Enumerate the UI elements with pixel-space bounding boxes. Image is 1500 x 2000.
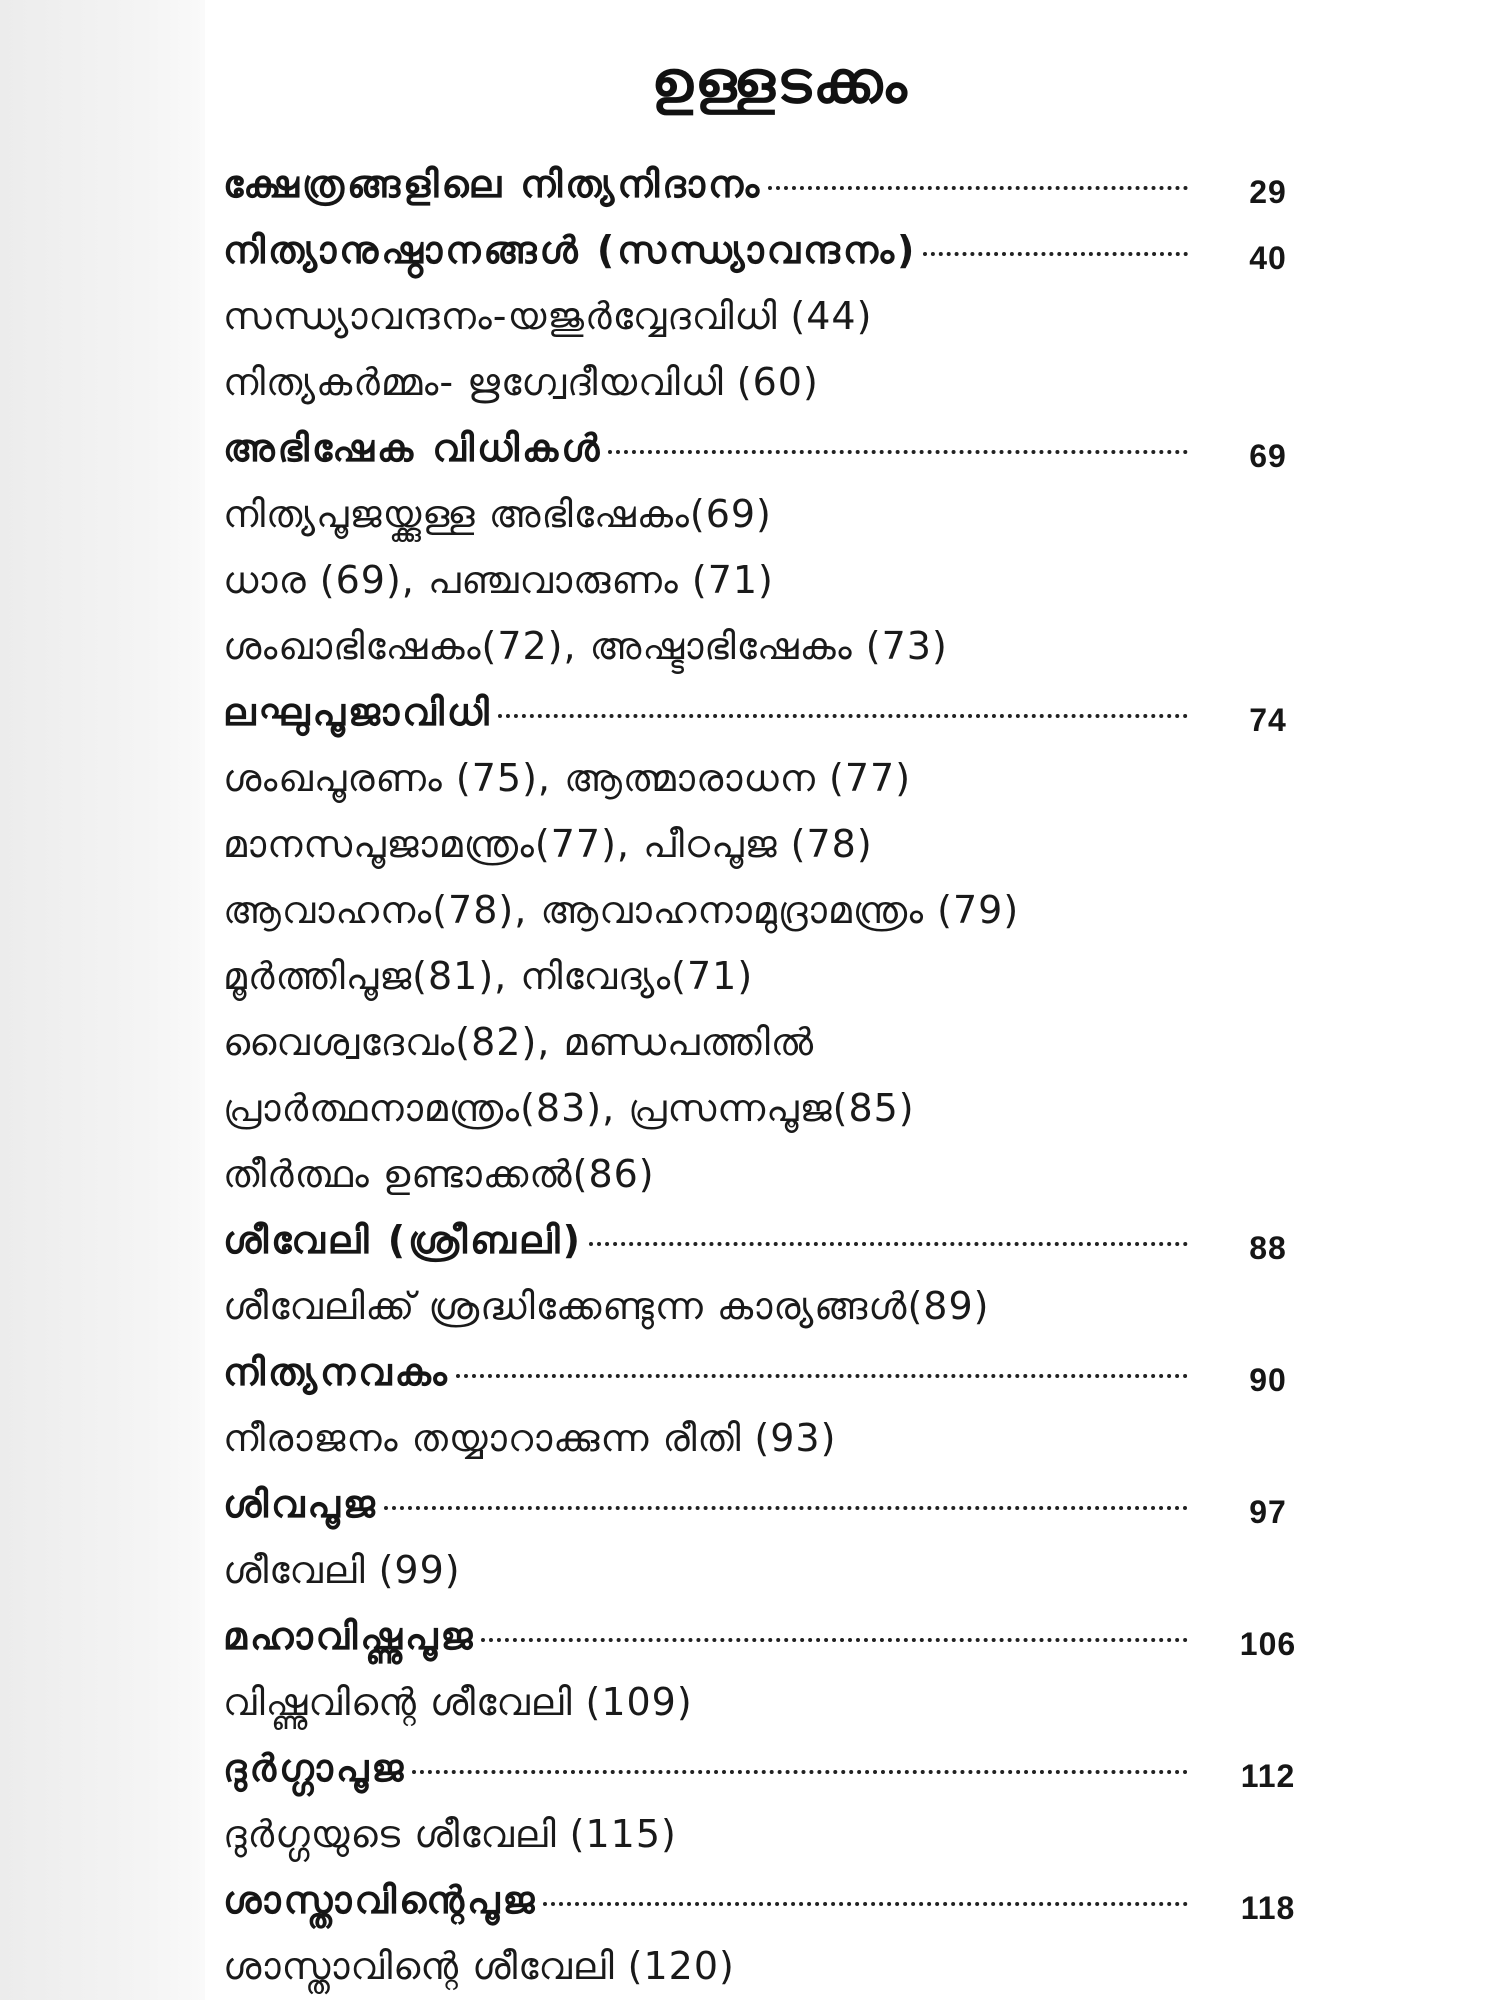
toc-chapter-entry [223,1734,1353,1800]
page-number: 106 [1239,1626,1297,1662]
toc-chapter-entry [223,1602,1353,1668]
subsection-title: സന്ധ്യാവന്ദനം-യജുർവ്വേദവിധി (44) [223,294,873,338]
toc-subsection-entry [223,744,1353,810]
toc-subsection-entry [223,1536,1353,1602]
toc-subsection-entry [223,1140,1353,1206]
toc-subsection-entry [223,1074,1353,1140]
table-of-contents [223,150,1353,1998]
subsection-title: നിത്യപൂജയ്ക്കുള്ള അഭിഷേകം(69) [223,492,772,536]
subsection-title: തീർത്ഥം ഉണ്ടാക്കൽ(86) [223,1152,655,1196]
chapter-title: ദുർഗ്ഗാപൂജ [223,1746,407,1790]
subsection-title: മൂർത്തിപൂജ(81), നിവേദ്യം(71) [223,954,754,998]
toc-subsection-entry [223,1800,1353,1866]
dot-leader [768,186,1188,190]
chapter-title: നിത്യനവകം [223,1350,450,1394]
toc-subsection-entry [223,282,1353,348]
subsection-title: നിത്യകർമ്മം- ഋഗ്വേദീയവിധി (60) [223,360,819,404]
subsection-title: ശീവേലി (99) [223,1548,461,1592]
toc-subsection-entry [223,1668,1353,1734]
subsection-title: ശാസ്താവിന്റെ ശീവേലി (120) [223,1944,735,1988]
page-number: 29 [1249,174,1287,210]
subsection-title: ശീവേലിക്ക് ശ്രദ്ധിക്കേണ്ടുന്ന കാര്യങ്ങൾ(89) [223,1284,990,1328]
dot-leader [456,1374,1188,1378]
toc-chapter-entry [223,678,1353,744]
toc-chapter-entry [223,1470,1353,1536]
toc-subsection-entry [223,546,1353,612]
page-margin-shadow [0,0,205,2000]
toc-subsection-entry [223,612,1353,678]
subsection-title: നീരാജനം തയ്യാറാക്കുന്ന രീതി (93) [223,1416,837,1460]
subsection-title: ദുർഗ്ഗയുടെ ശീവേലി (115) [223,1812,677,1856]
page-number: 112 [1240,1758,1296,1794]
subsection-title: പ്രാർത്ഥനാമന്ത്രം(83), പ്രസന്നപൂജ(85) [223,1086,915,1130]
toc-subsection-entry [223,1404,1353,1470]
dot-leader [608,450,1188,454]
dot-leader [543,1902,1188,1906]
page-number: 88 [1249,1230,1287,1266]
toc-subsection-entry [223,1932,1353,1998]
dot-leader [481,1638,1188,1642]
toc-subsection-entry [223,480,1353,546]
dot-leader [498,714,1188,718]
subsection-title: ധാര (69), പഞ്ചവാരുണം (71) [223,558,774,602]
book-page [205,0,1500,2000]
page-number: 90 [1249,1362,1287,1398]
toc-chapter-entry [223,1206,1353,1272]
toc-chapter-entry [223,1338,1353,1404]
dot-leader [589,1242,1188,1246]
subsection-title: ശംഖപൂരണം (75), ആത്മാരാധന (77) [223,756,912,800]
dot-leader [923,252,1188,256]
toc-subsection-entry [223,810,1353,876]
dot-leader [412,1770,1188,1774]
chapter-title: ക്ഷേത്രങ്ങളിലെ നിത്യനിദാനം [223,162,763,206]
subsection-title: ആവാഹനം(78), ആവാഹനാമുദ്രാമന്ത്രം (79) [223,888,1020,932]
page-number: 40 [1249,240,1287,276]
page-number: 69 [1249,438,1287,474]
dot-leader [384,1506,1188,1510]
chapter-title: ലഘുപൂജാവിധി [223,690,492,734]
subsection-title: ശംഖാഭിഷേകം(72), അഷ്ടാഭിഷേകം (73) [223,624,948,668]
chapter-title: മഹാവിഷ്ണുപൂജ [223,1614,476,1658]
toc-subsection-entry [223,876,1353,942]
chapter-title: ശാസ്താവിന്റെപൂജ [223,1878,538,1922]
toc-subsection-entry [223,1272,1353,1338]
page-number: 118 [1240,1890,1296,1926]
toc-chapter-entry [223,216,1353,282]
subsection-title: മാനസപൂജാമന്ത്രം(77), പീഠപൂജ (78) [223,822,873,866]
subsection-title: വിഷ്ണുവിന്റെ ശീവേലി (109) [223,1680,693,1724]
toc-subsection-entry [223,348,1353,414]
toc-subsection-entry [223,942,1353,1008]
page-number: 74 [1249,702,1287,738]
toc-subsection-entry [223,1008,1353,1074]
chapter-title: നിത്യാനുഷ്ഠാനങ്ങൾ (സന്ധ്യാവന്ദനം) [223,228,918,272]
toc-chapter-entry [223,414,1353,480]
page-title: ഉള്ളടക്കം [651,48,909,116]
subsection-title: വൈശ്വദേവം(82), മണ്ഡപത്തിൽ [223,1020,815,1064]
toc-chapter-entry [223,1866,1353,1932]
chapter-title: ശീവേലി (ശ്രീബലി) [223,1218,583,1262]
page-number: 97 [1249,1494,1287,1530]
chapter-title: ശിവപൂജ [223,1482,378,1526]
chapter-title: അഭിഷേക വിധികൾ [223,426,603,470]
toc-chapter-entry [223,150,1353,216]
